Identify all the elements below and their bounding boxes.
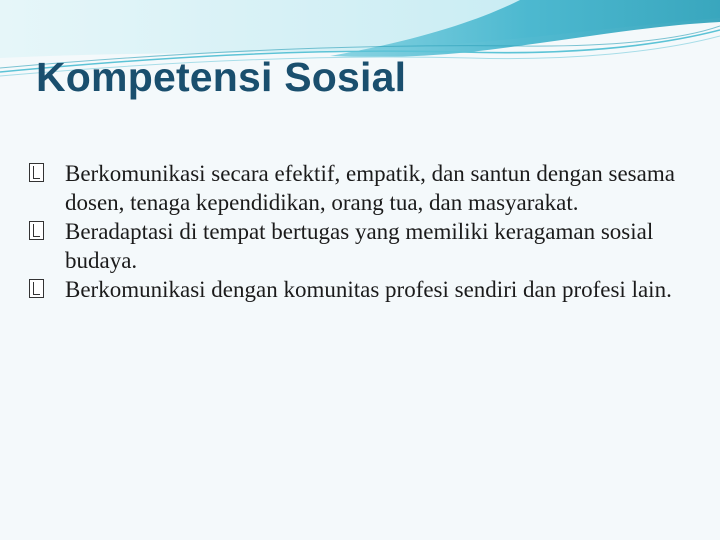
bullet-item [28, 159, 688, 217]
bullet-text: Berkomunikasi dengan komunitas profesi sendiri dan profesi lain. [65, 277, 672, 302]
slide-title: Kompetensi Sosial [36, 54, 407, 100]
missing-glyph-icon [29, 163, 44, 182]
missing-glyph-icon [29, 279, 44, 298]
bullet-item [28, 275, 688, 304]
missing-glyph-icon [29, 221, 44, 240]
bullet-text: Berkomunikasi secara efektif, empatik, dan santun dengan sesama dosen, tenaga kependidikan, orang tua, dan masyarakat. [65, 161, 675, 215]
bullet-list [28, 159, 688, 304]
bullet-text: Beradaptasi di tempat bertugas yang memiliki keragaman sosial budaya. [65, 219, 654, 273]
bullet-item [28, 217, 688, 275]
